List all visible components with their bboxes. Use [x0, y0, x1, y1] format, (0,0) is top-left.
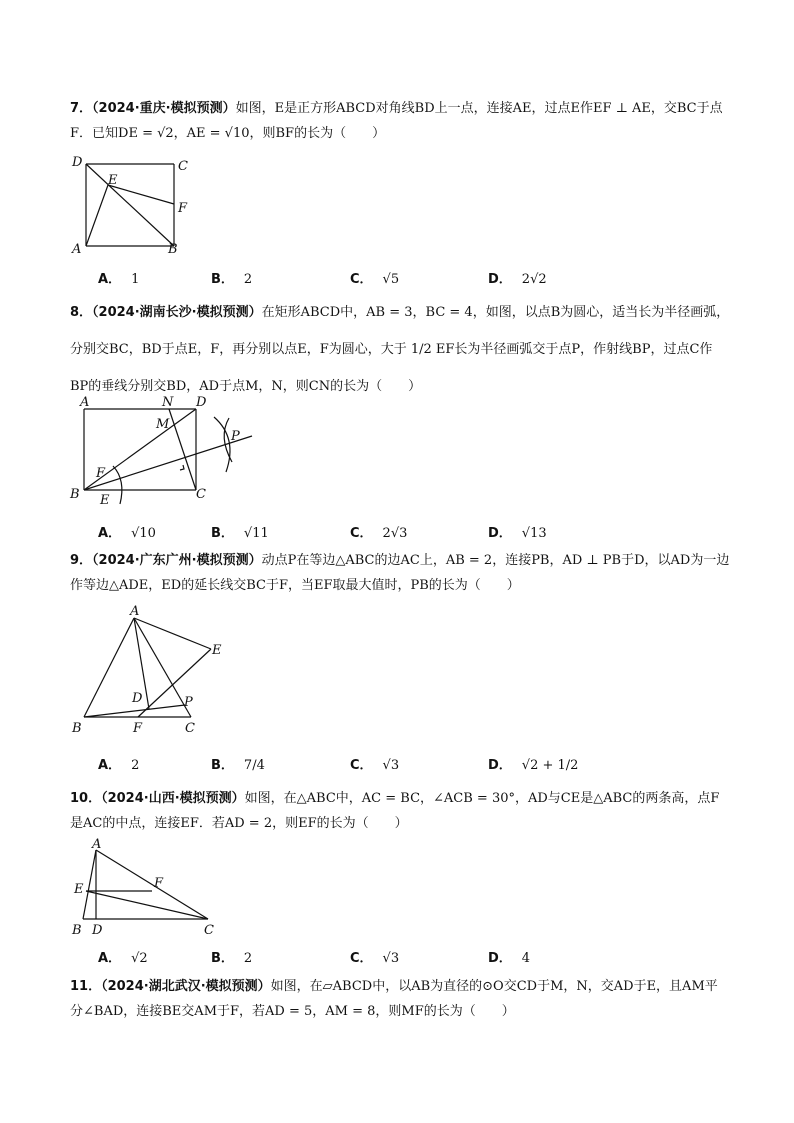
label-C: C — [196, 487, 206, 502]
option-d[interactable]: D． 4 — [488, 951, 531, 966]
label-N: N — [162, 395, 174, 410]
question-10-options — [98, 947, 698, 967]
label-E: E — [74, 882, 84, 897]
question-number: 9． — [70, 553, 93, 568]
label-F: F — [154, 876, 164, 891]
question-10-stem — [70, 786, 730, 836]
question-7-options — [98, 268, 698, 288]
question-text: 动点P在等边△ABC的边AC上，AB = 2，连接PB，AD ⊥ PB于D，以AD为一边作等边△ADE，ED的延长线交BC于F，当EF取最大值时，PB的长为（ ） — [70, 553, 730, 593]
option-c[interactable]: C． √5 — [350, 272, 400, 287]
question-text: 如图，在△ABC中，AC = BC，∠ACB = 30°，AD与CE是△ABC的两条高，点F是AC的中点，连接EF．若AD = 2，则EF的长为（ ） — [70, 791, 720, 831]
option-b[interactable]: B． 2 — [211, 951, 253, 966]
option-a[interactable]: A． √10 — [98, 526, 156, 541]
option-a[interactable]: A． 2 — [98, 758, 140, 773]
question-number: 8． — [70, 305, 93, 320]
option-d[interactable]: D． √13 — [488, 526, 547, 541]
question-source: （2024·广东广州·模拟预测） — [92, 553, 262, 568]
label-F: F — [133, 721, 143, 736]
question-text: 如图，E是正方形ABCD对角线BD上一点，连接AE，过点E作EF ⊥ AE，交BC于点F．已知DE = √2，AE = √10，则BF的长为（ ） — [70, 101, 723, 141]
label-M: M — [156, 417, 170, 432]
figure-isosceles-triangle — [66, 838, 236, 938]
label-B: B — [72, 721, 82, 736]
question-number: 10． — [70, 791, 102, 806]
option-a[interactable]: A． 1 — [98, 272, 140, 287]
label-A: A — [130, 604, 140, 619]
option-a[interactable]: A． √2 — [98, 951, 148, 966]
option-c[interactable]: C． √3 — [350, 758, 400, 773]
option-d[interactable]: D． √2 + 1/2 — [488, 758, 579, 773]
label-E: E — [100, 493, 110, 508]
label-B: B — [72, 923, 82, 938]
figure-square-abcd — [66, 152, 196, 260]
label-B: B — [168, 242, 178, 257]
label-E: E — [212, 643, 222, 658]
label-E: E — [108, 173, 118, 188]
question-9-options — [98, 754, 698, 774]
question-source: （2024·重庆·模拟预测） — [92, 101, 236, 116]
question-source: （2024·湖南长沙·模拟预测） — [92, 305, 262, 320]
label-D: D — [92, 923, 103, 938]
label-P: P — [184, 695, 193, 710]
question-9-stem — [70, 548, 730, 598]
option-d[interactable]: D． 2√2 — [488, 272, 547, 287]
option-c[interactable]: C． 2√3 — [350, 526, 408, 541]
label-C: C — [178, 159, 188, 174]
option-b[interactable]: B． 7/4 — [211, 758, 265, 773]
label-D: D — [132, 691, 143, 706]
question-8-options — [98, 522, 698, 542]
label-A: A — [80, 395, 90, 410]
question-source: （2024·山西·模拟预测） — [101, 791, 245, 806]
question-source: （2024·湖北武汉·模拟预测） — [101, 979, 271, 994]
option-b[interactable]: B． 2 — [211, 272, 253, 287]
label-D: D — [72, 155, 83, 170]
question-number: 11． — [70, 979, 102, 994]
question-number: 7． — [70, 101, 93, 116]
label-F: F — [96, 466, 106, 481]
question-8-stem — [70, 294, 730, 405]
label-A: A — [92, 837, 102, 852]
label-D: D — [196, 395, 207, 410]
label-F: F — [178, 201, 188, 216]
figure-equilateral-triangle — [66, 602, 236, 740]
option-c[interactable]: C． √3 — [350, 951, 400, 966]
label-B: B — [70, 487, 80, 502]
label-A: A — [72, 242, 82, 257]
question-text: 在矩形ABCD中，AB = 3，BC = 4，如图，以点B为圆心，适当长为半径画弧，分别交BC，BD于点E，F，再分别以点E，F为圆心，大于 1/2 EF长为半径画弧交于点P，作射线BP，过点C作BP的垂线分别交BD，AD于点M，N，则CN的长为（ ） — [70, 305, 730, 394]
label-P: P — [231, 429, 240, 444]
figure-rectangle-abcd — [66, 392, 266, 510]
question-text: 如图，在▱ABCD中，以AB为直径的⊙O交CD于M，N，交AD于E，且AM平分∠BAD，连接BE交AM于F，若AD = 5，AM = 8，则MF的长为（ ） — [70, 979, 718, 1019]
option-b[interactable]: B． √11 — [211, 526, 269, 541]
label-C: C — [185, 721, 195, 736]
question-11-stem — [70, 974, 730, 1024]
label-C: C — [204, 923, 214, 938]
question-7-stem — [70, 96, 730, 146]
